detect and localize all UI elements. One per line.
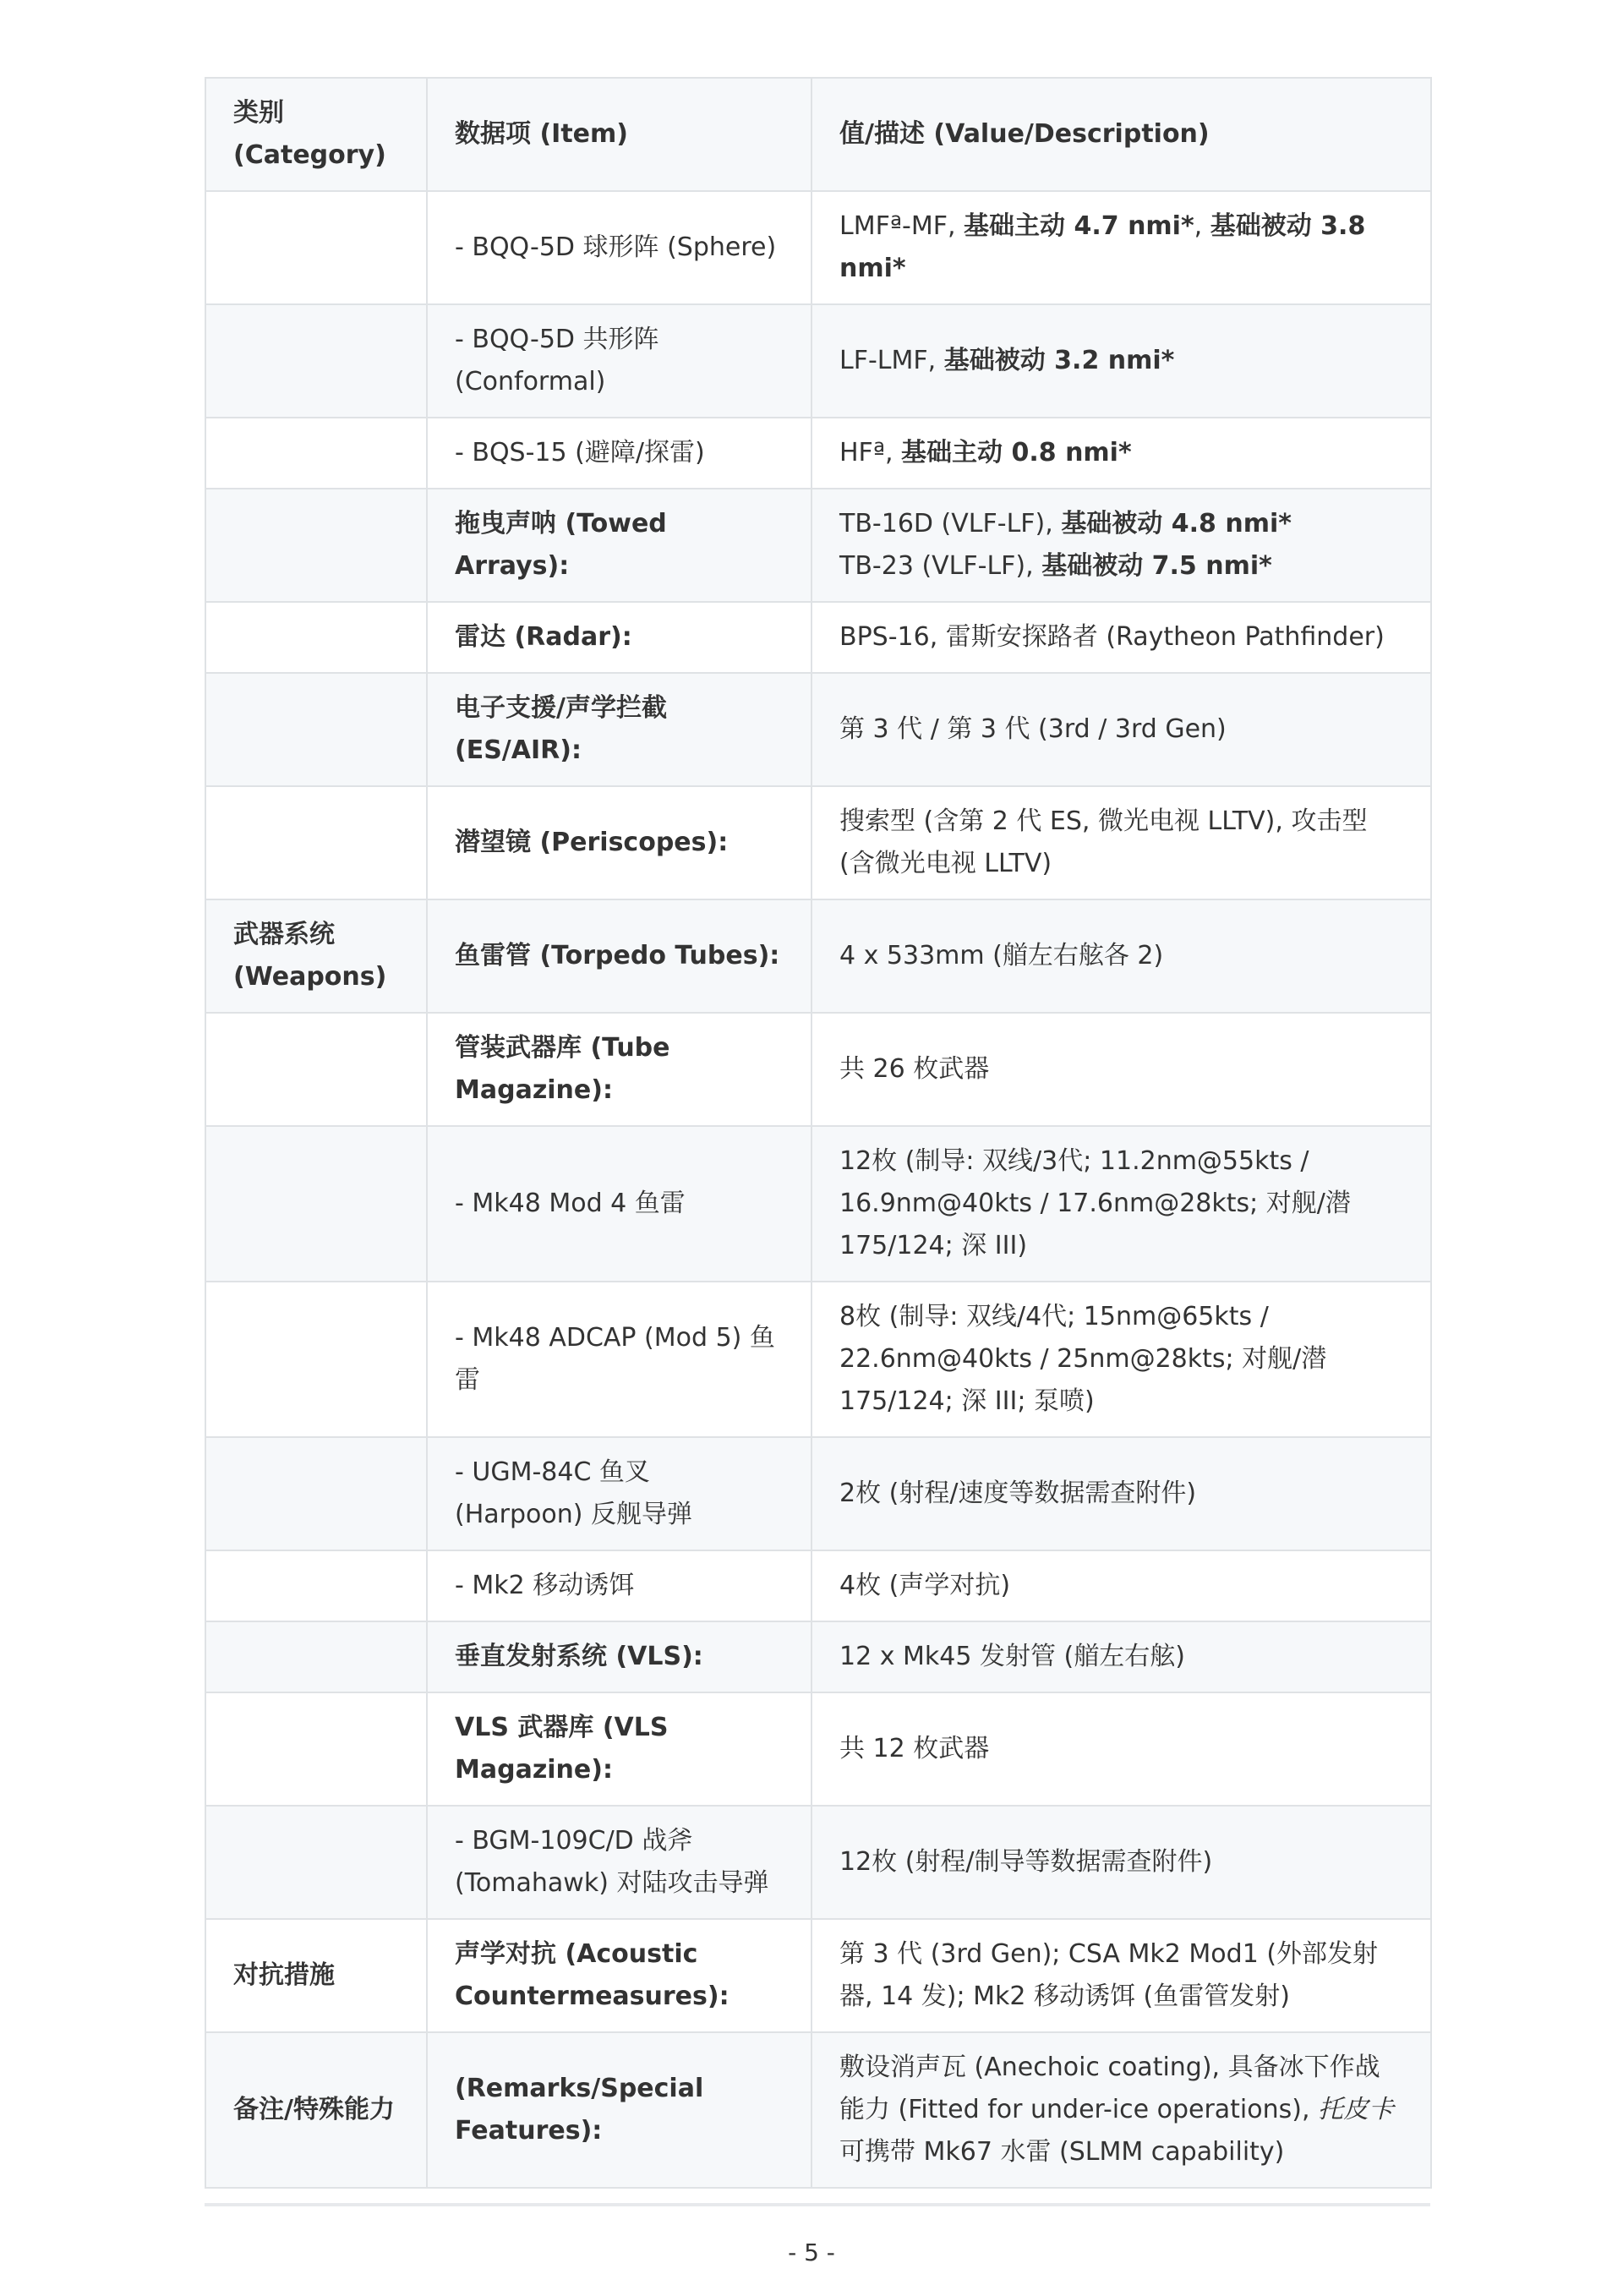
cell-value <box>812 1437 1431 1550</box>
cell-value <box>812 1919 1431 2032</box>
cell-category <box>205 602 427 673</box>
value-segment: 托皮卡 <box>1318 2095 1395 2124</box>
value-segment: , <box>1194 211 1210 241</box>
value-segment: HFª, <box>839 438 902 467</box>
cell-value <box>812 2032 1431 2188</box>
value-segment: 基础被动 3.2 nmi* <box>943 346 1175 375</box>
table-row <box>205 2032 1431 2188</box>
cell-value <box>812 1126 1431 1282</box>
value-segment: 敷设消声瓦 (Anechoic coating), 具备冰下作战能力 (Fitted for under-ice operations), <box>839 2053 1380 2124</box>
cell-item: 管装武器库 (Tube Magazine): <box>427 1013 812 1126</box>
value-segment: 基础被动 3.8 nmi* <box>839 211 1366 283</box>
cell-value <box>812 1621 1431 1692</box>
cell-category <box>205 1692 427 1806</box>
cell-item: 雷达 (Radar): <box>427 602 812 673</box>
value-segment: 搜索型 (含第 2 代 ES, 微光电视 LLTV), 攻击型 (含微光电视 LLTV) <box>839 806 1368 878</box>
cell-category <box>205 1282 427 1437</box>
cell-category <box>205 418 427 489</box>
table-row <box>205 1126 1431 1282</box>
cell-category <box>205 1806 427 1919</box>
value-segment: 12枚 (射程/制导等数据需查附件) <box>839 1847 1213 1877</box>
cell-item: 电子支援/声学拦截 (ES/AIR): <box>427 673 812 786</box>
cell-item: 垂直发射系统 (VLS): <box>427 1621 812 1692</box>
cell-item: - UGM-84C 鱼叉 (Harpoon) 反舰导弹 <box>427 1437 812 1550</box>
value-segment: TB-16D (VLF-LF), <box>839 509 1062 538</box>
cell-value <box>812 602 1431 673</box>
cell-value <box>812 1692 1431 1806</box>
table-row <box>205 602 1431 673</box>
cell-value <box>812 899 1431 1013</box>
cell-item: - BQQ-5D 共形阵 (Conformal) <box>427 304 812 418</box>
value-segment: 12 x Mk45 发射管 (艏左右舷) <box>839 1642 1185 1671</box>
page-number: - 5 - <box>788 2239 835 2266</box>
cell-category: 对抗措施 <box>205 1919 427 2032</box>
cell-item: (Remarks/Special Features): <box>427 2032 812 2188</box>
value-segment: 共 26 枚武器 <box>839 1054 990 1084</box>
cell-category <box>205 1621 427 1692</box>
table-row <box>205 1282 1431 1437</box>
value-segment: 可携带 Mk67 水雷 (SLMM capability) <box>839 2137 1285 2167</box>
value-segment: BPS-16, 雷斯安探路者 (Raytheon Pathfinder) <box>839 622 1385 652</box>
value-segment: 基础被动 7.5 nmi* <box>1041 551 1272 581</box>
cell-item: 拖曳声呐 (Towed Arrays): <box>427 489 812 602</box>
cell-value <box>812 786 1431 899</box>
cell-category <box>205 489 427 602</box>
cell-item: - BGM-109C/D 战斧 (Tomahawk) 对陆攻击导弹 <box>427 1806 812 1919</box>
cell-category <box>205 673 427 786</box>
value-segment: 基础主动 4.7 nmi* <box>964 211 1194 241</box>
cell-value <box>812 1806 1431 1919</box>
value-segment: LF-LMF, <box>839 346 944 375</box>
cell-value <box>812 1550 1431 1621</box>
table-body <box>205 191 1431 2188</box>
value-segment: 基础被动 4.8 nmi* <box>1061 509 1292 538</box>
cell-category: 备注/特殊能力 <box>205 2032 427 2188</box>
value-segment: 共 12 枚武器 <box>839 1734 990 1763</box>
value-segment: 第 3 代 (3rd Gen); CSA Mk2 Mod1 (外部发射器, 14 发); Mk2 移动诱饵 (鱼雷管发射) <box>839 1939 1379 2011</box>
cell-value <box>812 191 1431 304</box>
cell-value <box>812 489 1431 602</box>
cell-category <box>205 1126 427 1282</box>
table-row <box>205 1437 1431 1550</box>
header-category: 类别 (Category) <box>205 78 427 191</box>
spec-table <box>205 77 1432 2189</box>
cell-item: - BQQ-5D 球形阵 (Sphere) <box>427 191 812 304</box>
cell-item: 鱼雷管 (Torpedo Tubes): <box>427 899 812 1013</box>
value-segment: 4 x 533mm (艏左右舷各 2) <box>839 941 1164 970</box>
cell-value <box>812 304 1431 418</box>
header-item: 数据项 (Item) <box>427 78 812 191</box>
cell-item: VLS 武器库 (VLS Magazine): <box>427 1692 812 1806</box>
table-row <box>205 191 1431 304</box>
document-page <box>205 77 1430 2189</box>
cell-item: 潜望镜 (Periscopes): <box>427 786 812 899</box>
cell-category: 武器系统 (Weapons) <box>205 899 427 1013</box>
value-segment: 基础主动 0.8 nmi* <box>901 438 1132 467</box>
value-segment: LMFª-MF, <box>839 211 965 241</box>
table-row <box>205 673 1431 786</box>
table-row <box>205 1621 1431 1692</box>
value-segment: TB-23 (VLF-LF), <box>839 551 1042 581</box>
cell-item: - Mk48 ADCAP (Mod 5) 鱼雷 <box>427 1282 812 1437</box>
cell-category <box>205 304 427 418</box>
table-row <box>205 304 1431 418</box>
table-row <box>205 1550 1431 1621</box>
cell-value <box>812 1013 1431 1126</box>
table-row <box>205 899 1431 1013</box>
cell-item: 声学对抗 (Acoustic Countermeasures): <box>427 1919 812 2032</box>
value-segment: 12枚 (制导: 双线/3代; 11.2nm@55kts / 16.9nm@40kts / 17.6nm@28kts; 对舰/潜 175/124; 深 III) <box>839 1146 1351 1260</box>
cell-category <box>205 1550 427 1621</box>
cell-value <box>812 673 1431 786</box>
table-row <box>205 1919 1431 2032</box>
value-segment: 第 3 代 / 第 3 代 (3rd / 3rd Gen) <box>839 714 1227 744</box>
cell-value <box>812 1282 1431 1437</box>
cell-category <box>205 1437 427 1550</box>
cell-item: - Mk2 移动诱饵 <box>427 1550 812 1621</box>
cell-item: - BQS-15 (避障/探雷) <box>427 418 812 489</box>
table-header-row <box>205 78 1431 191</box>
footer-divider <box>205 2203 1430 2206</box>
header-value: 值/描述 (Value/Description) <box>812 78 1431 191</box>
table-row <box>205 489 1431 602</box>
cell-value <box>812 418 1431 489</box>
table-row <box>205 1692 1431 1806</box>
table-row <box>205 1013 1431 1126</box>
cell-category <box>205 1013 427 1126</box>
cell-item: - Mk48 Mod 4 鱼雷 <box>427 1126 812 1282</box>
value-segment: 2枚 (射程/速度等数据需查附件) <box>839 1479 1197 1508</box>
table-row <box>205 1806 1431 1919</box>
table-row <box>205 786 1431 899</box>
cell-category <box>205 786 427 899</box>
value-segment: 4枚 (声学对抗) <box>839 1571 1011 1600</box>
table-row <box>205 418 1431 489</box>
cell-category <box>205 191 427 304</box>
value-segment: 8枚 (制导: 双线/4代; 15nm@65kts / 22.6nm@40kts / 25nm@28kts; 对舰/潜 175/124; 深 III; 泵喷) <box>839 1302 1327 1416</box>
